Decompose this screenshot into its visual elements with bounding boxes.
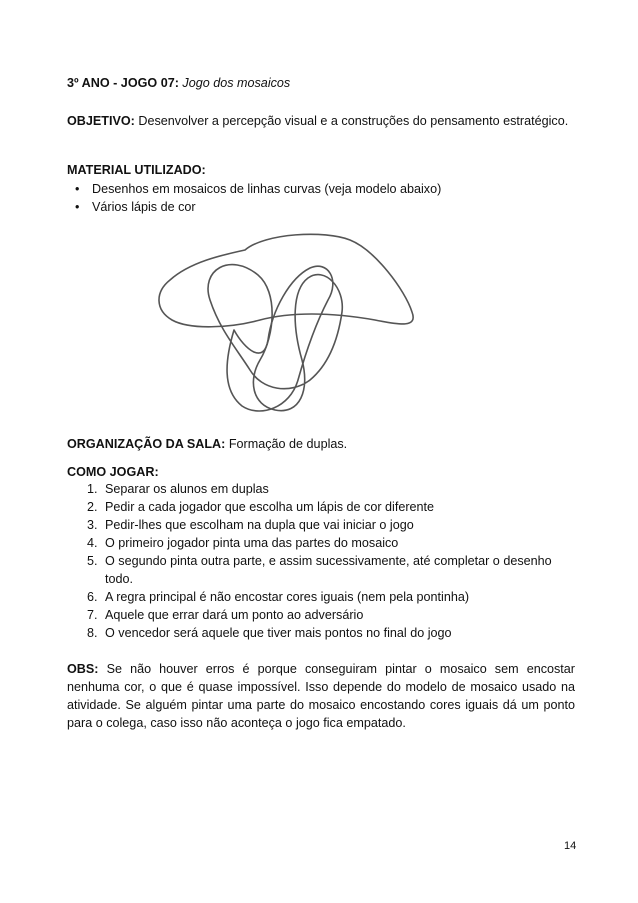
how-to-play-heading: COMO JOGAR: bbox=[67, 465, 159, 479]
objective-paragraph bbox=[67, 112, 575, 130]
obs-paragraph bbox=[67, 660, 575, 732]
list-item: 1. Separar os alunos em duplas bbox=[87, 482, 269, 496]
page-number: 14 bbox=[564, 840, 577, 852]
list-item: 6. A regra principal é não encostar cores iguais (nem pela pontinha) bbox=[87, 590, 470, 604]
list-item: 5. O segundo pinta outra parte, e assim sucessivamente, até completar o desenho todo. bbox=[87, 554, 552, 586]
how-to-play-steps bbox=[67, 480, 552, 642]
obs-label: OBS: bbox=[67, 662, 99, 676]
bullet-icon: • bbox=[75, 182, 80, 196]
room-organization bbox=[67, 436, 347, 452]
obs-text: Se não houver erros é porque conseguiram pintar o mosaico sem encostar nenhuma cor, o que é quase impossível. Isso depende do modelo de mosaico usado na atividade. Se alguém pintar uma parte do mosaico encostando cores iguais dá um ponto para o colega, caso isso não aconteça o jogo fica empatado. bbox=[67, 662, 575, 730]
list-item: 8. O vencedor será aquele que tiver mais pontos no final do jogo bbox=[87, 626, 452, 640]
material-list bbox=[67, 180, 441, 216]
curved-mosaic-drawing bbox=[150, 230, 420, 420]
list-item: 7. Aquele que errar dará um ponto ao adversário bbox=[87, 608, 364, 622]
game-title-label: 3º ANO - JOGO 07: bbox=[67, 76, 179, 90]
room-organization-text: Formação de duplas. bbox=[225, 437, 348, 451]
game-title-text: Jogo dos mosaicos bbox=[178, 76, 291, 90]
objective-label: OBJETIVO: bbox=[67, 114, 135, 128]
list-item: • Desenhos em mosaicos de linhas curvas (veja modelo abaixo) bbox=[75, 182, 442, 196]
mosaic-curve-outer bbox=[159, 234, 413, 326]
list-item: 3. Pedir-lhes que escolham na dupla que vai iniciar o jogo bbox=[87, 518, 414, 532]
list-item: • Vários lápis de cor bbox=[75, 200, 196, 214]
room-organization-label: ORGANIZAÇÃO DA SALA: bbox=[67, 437, 226, 451]
material-heading: MATERIAL UTILIZADO: bbox=[67, 163, 206, 177]
bullet-icon: • bbox=[75, 200, 80, 214]
mosaic-curve-loop-left bbox=[208, 265, 342, 411]
objective-text: Desenvolver a percepção visual e a construções do pensamento estratégico. bbox=[134, 114, 569, 128]
game-title bbox=[67, 75, 290, 91]
list-item: 4. O primeiro jogador pinta uma das partes do mosaico bbox=[87, 536, 399, 550]
list-item: 2. Pedir a cada jogador que escolha um lápis de cor diferente bbox=[87, 500, 435, 514]
